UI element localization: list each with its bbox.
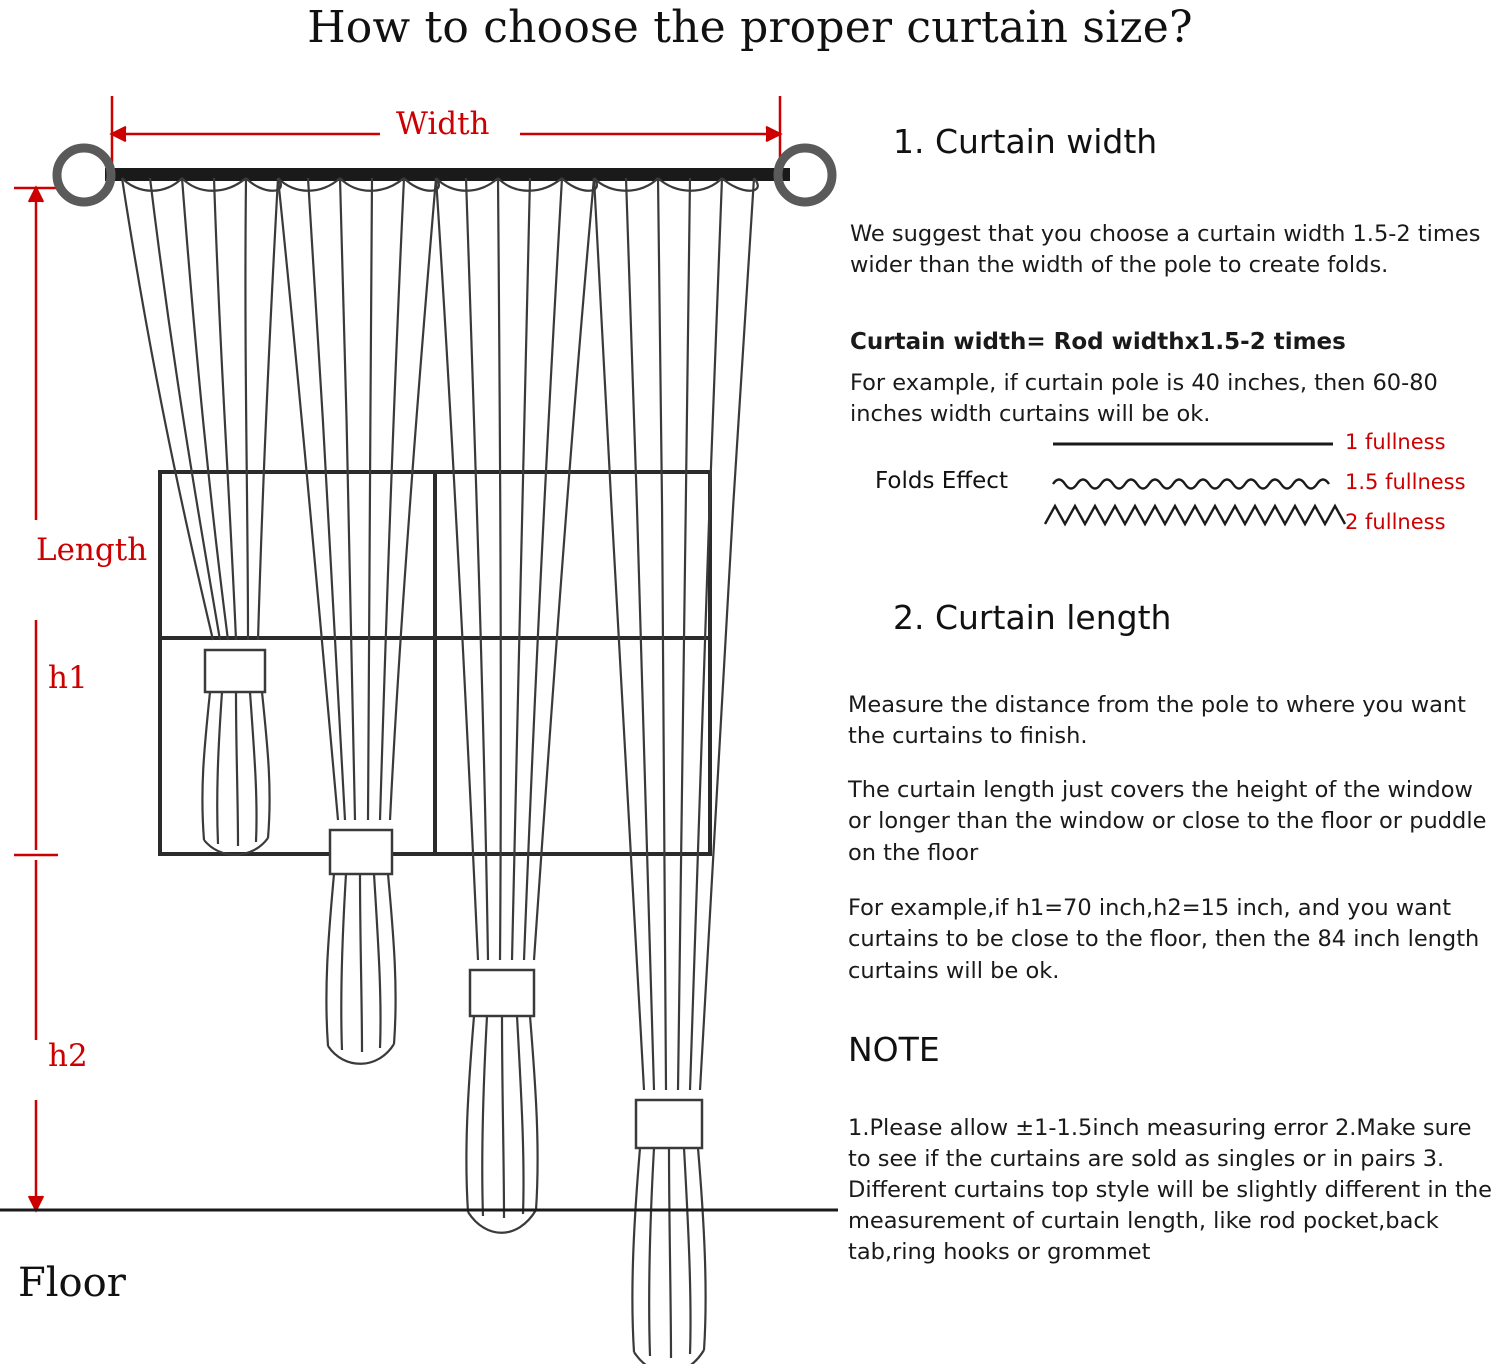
length-label: Length xyxy=(36,532,148,568)
h2-label: h2 xyxy=(48,1038,88,1074)
fullness-label-1: 1 fullness xyxy=(1345,430,1446,454)
heading-note: NOTE xyxy=(848,1030,940,1069)
curtain-width-example: For example, if curtain pole is 40 inches, then 60-80 inches width curtains will be ok. xyxy=(850,369,1438,427)
curtain-diagram xyxy=(0,60,838,1364)
curtain-bundle-1 xyxy=(122,178,281,855)
fullness-label-2: 2 fullness xyxy=(1345,510,1446,534)
instructions-column xyxy=(845,0,1500,1364)
fullness-label-1-5: 1.5 fullness xyxy=(1345,470,1466,494)
width-label: Width xyxy=(396,106,490,142)
fold-line-large-wave xyxy=(1045,506,1345,524)
heading-curtain-width: 1. Curtain width xyxy=(893,122,1158,161)
fold-line-small-wave xyxy=(1053,480,1329,489)
folds-effect-label: Folds Effect xyxy=(875,468,1008,494)
note-items: 1.Please allow ±1-1.5inch measuring error 2.Make sure to see if the curtains are sold as singles or in pairs 3. Different curtains top style will be slightly different in the measurement of curtain length, like rod pocket,back tab,ring hooks or grommet xyxy=(848,1114,1492,1265)
curtain-length-example: For example,if h1=70 inch,h2=15 inch, and you want curtains to be close to the floor, then the 84 inch length curtains will be ok. xyxy=(848,894,1480,984)
heading-curtain-length: 2. Curtain length xyxy=(893,598,1172,637)
folds-effect-diagram xyxy=(845,418,1500,550)
curtain-bundle-2 xyxy=(278,178,439,1064)
h1-label: h1 xyxy=(48,660,88,696)
curtain-panels xyxy=(122,178,758,1364)
curtain-bundle-3 xyxy=(436,178,597,1233)
curtain-width-formula: Curtain width= Rod widthx1.5-2 times xyxy=(850,329,1346,355)
floor-label: Floor xyxy=(18,1260,126,1306)
curtain-length-covers: The curtain length just covers the height of the window or longer than the window or close to the floor or puddle on the floor xyxy=(848,776,1487,866)
curtain-rod xyxy=(57,148,832,202)
curtain-width-intro: We suggest that you choose a curtain width 1.5-2 times wider than the width of the pole to create folds. xyxy=(850,220,1481,278)
page-title: How to choose the proper curtain size? xyxy=(307,2,1193,53)
curtain-length-measure: Measure the distance from the pole to where you want the curtains to finish. xyxy=(848,691,1466,749)
curtain-diagram-svg xyxy=(0,60,838,1364)
curtain-bundle-4 xyxy=(594,178,758,1364)
